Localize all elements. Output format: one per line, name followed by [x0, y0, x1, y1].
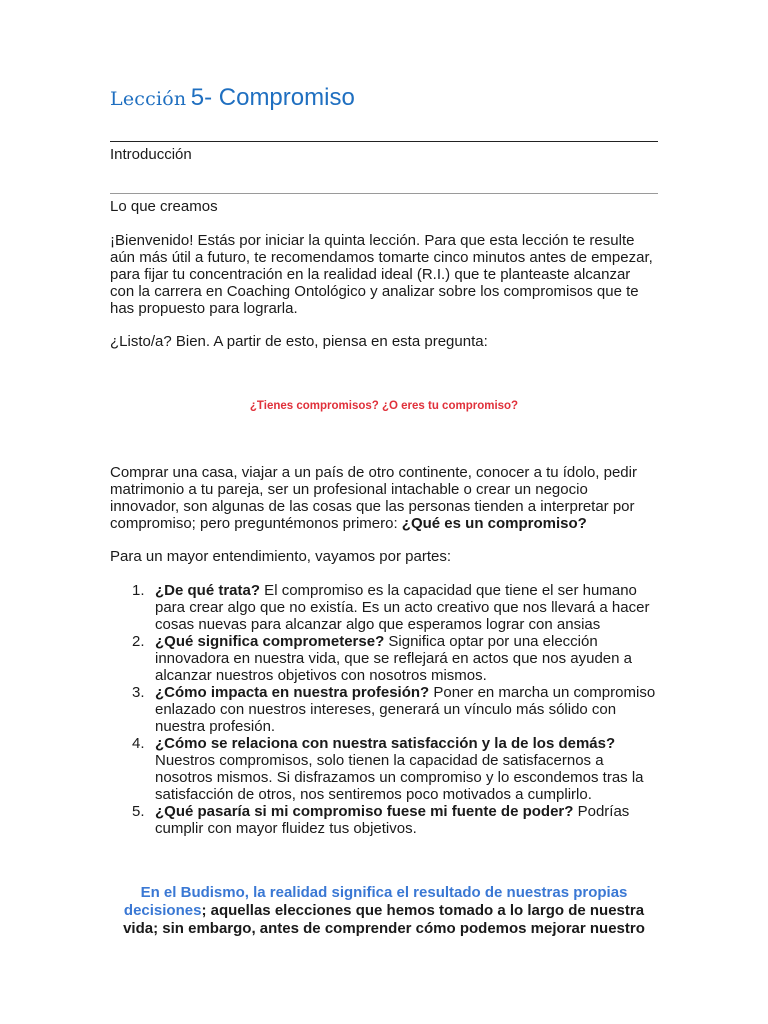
list-item	[110, 735, 658, 803]
list-item-number: 4.	[132, 735, 145, 752]
introduction-heading: Introducción	[110, 146, 192, 163]
list-item-text: El compromiso es la capacidad que tiene el ser humano para crear algo que no existía. Es un acto creativo que nos llevará a hacer cosas nuevas para alcanzar algo que esperamos lograr con ansias	[155, 582, 650, 633]
welcome-paragraph: ¡Bienvenido! Estás por iniciar la quinta lección. Para que esta lección te resulte aún más útil a futuro, te recomendamos tomarte cinco minutos antes de empezar, para fijar tu concentración en la realidad ideal (R.I.) que te planteaste alcanzar con la carrera en Coaching Ontológico y analizar sobre los compromisos que te has propuesto para lograrla.	[110, 232, 653, 317]
examples-paragraph	[110, 464, 658, 532]
list-item-question: ¿Qué significa comprometerse?	[155, 633, 385, 650]
closing-highlight: En el Budismo, la realidad significa el resultado de nuestras propias decisiones	[123, 884, 628, 919]
list-item	[110, 633, 658, 684]
list-item	[110, 582, 658, 633]
list-item-number: 5.	[132, 803, 145, 820]
parts-intro-paragraph: Para un mayor entendimiento, vayamos por partes:	[110, 548, 452, 565]
subheading: Lo que creamos	[110, 198, 218, 215]
list-item	[110, 803, 658, 837]
list-item-number: 1.	[132, 582, 145, 599]
closing-paragraph	[110, 884, 658, 938]
closing-text: ; aquellas elecciones que hemos tomado a lo largo de nuestra vida; sin embargo, antes de comprender cómo podemos mejorar nuestro	[123, 902, 645, 937]
highlight-question: ¿Tienes compromisos? ¿O eres tu compromiso?	[249, 400, 519, 412]
ready-paragraph: ¿Listo/a? Bien. A partir de esto, piensa en esta pregunta:	[110, 333, 488, 350]
title-divider	[110, 141, 658, 142]
list-item-question: ¿Qué pasaría si mi compromiso fuese mi fuente de poder?	[155, 803, 574, 820]
examples-bold: ¿Qué es un compromiso?	[401, 515, 587, 532]
list-item-question: ¿De qué trata?	[155, 582, 261, 599]
lesson-title-word: Lección	[110, 88, 187, 110]
list-item-text: Podrías cumplir con mayor fluidez tus objetivos.	[155, 803, 630, 837]
list-item-text: Poner en marcha un compromiso enlazado con nuestros intereses, generará un vínculo más sólido con nuestra profesión.	[155, 684, 656, 735]
examples-text: Comprar una casa, viajar a un país de otro continente, conocer a tu ídolo, pedir matrimonio a tu pareja, ser un profesional intachable o crear un negocio innovador, son algunas de las cosas que las personas tienden a interpretar por compromiso; pero preguntémonos primero:	[110, 464, 637, 532]
lesson-title-name: 5- Compromiso	[190, 84, 355, 111]
section-divider	[110, 193, 658, 194]
list-item-question: ¿Cómo impacta en nuestra profesión?	[155, 684, 430, 701]
list-item-number: 3.	[132, 684, 145, 701]
lesson-title	[110, 84, 355, 112]
list-item-text: Significa optar por una elección innovadora en nuestra vida, que se reflejará en actos que nos ayuden a alcanzar nuestros objetivos con nosotros mismos.	[155, 633, 632, 684]
numbered-list	[110, 582, 658, 837]
list-item-number: 2.	[132, 633, 145, 650]
list-item	[110, 684, 658, 735]
list-item-text: Nuestros compromisos, solo tienen la capacidad de satisfacernos a nosotros mismos. Si disfrazamos un compromiso y lo escondemos tras la satisfacción de otros, nos sentiremos poco motivados a cumplirlo.	[155, 752, 644, 803]
list-item-question: ¿Cómo se relaciona con nuestra satisfacción y la de los demás?	[155, 735, 616, 752]
